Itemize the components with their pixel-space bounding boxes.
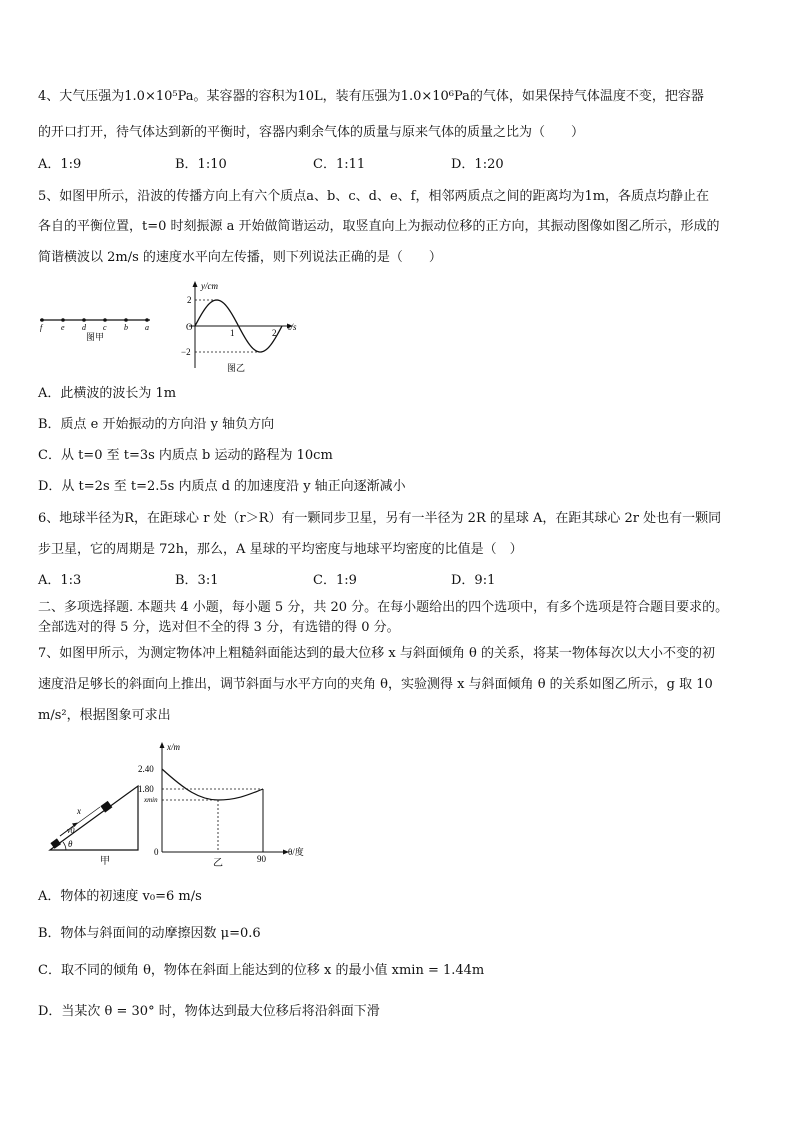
particle-e-label: e bbox=[61, 323, 65, 332]
particle-b-label: b bbox=[124, 323, 128, 332]
q7-option-d: D．当某次 θ = 30° 时，物体达到最大位移后将沿斜面下滑 bbox=[38, 1004, 380, 1019]
q4-option-b: B．1:10 bbox=[175, 157, 227, 172]
q7-graph-ytick-240: 2.40 bbox=[138, 764, 154, 774]
q5-jia-caption: 图甲 bbox=[86, 332, 105, 342]
q7-graph-origin: 0 bbox=[154, 847, 159, 857]
q4-option-a: A．1:9 bbox=[38, 157, 82, 172]
q4-option-c: C．1:11 bbox=[313, 157, 366, 172]
q5-yi-xtick-2: 2 bbox=[272, 328, 277, 338]
q7-figure-graph bbox=[130, 738, 320, 870]
q7-graph-yi-label: 乙 bbox=[213, 858, 223, 869]
q5-yi-xlabel: t/s bbox=[288, 322, 297, 332]
q7-graph-xtick-90: 90 bbox=[257, 854, 266, 864]
q6-option-a: A．1:3 bbox=[38, 573, 82, 588]
q7-line-1: 7、如图甲所示，为测定物体冲上粗糙斜面能达到的最大位移 x 与斜面倾角 θ 的关系，将某一物体每次以大小不变的初 bbox=[38, 646, 715, 661]
particle-a-dot bbox=[145, 318, 149, 322]
q5-yi-ylabel: y/cm bbox=[201, 281, 218, 291]
q7-fig-theta-label: θ bbox=[68, 839, 73, 849]
q7-graph-xlabel: θ/度 bbox=[288, 847, 304, 857]
q5-option-d: D．从 t=2s 至 t=2.5s 内质点 d 的加速度沿 y 轴正向逐渐减小 bbox=[38, 479, 406, 494]
q5-line-1: 5、如图甲所示，沿波的传播方向上有六个质点a、b、c、d、e、f，相邻两质点之间的距离均为1m，各质点均静止在 bbox=[38, 189, 710, 204]
q4-line-2: 的开口打开，待气体达到新的平衡时，容器内剩余气体的质量与原来气体的质量之比为（ ） bbox=[38, 125, 585, 140]
q5-line-3: 简谐横波以 2m/s 的速度水平向左传播，则下列说法正确的是（ ） bbox=[38, 250, 442, 265]
q6-line-1: 6、地球半径为R，在距球心 r 处（r＞R）有一颗同步卫星，另有一半径为 2R 的星球 A，在距其球心 2r 处也有一颗同 bbox=[38, 511, 722, 526]
q5-yi-origin: O bbox=[186, 322, 193, 332]
q6-option-d: D．9:1 bbox=[451, 573, 496, 588]
q5-line-2: 各自的平衡位置，t=0 时刻振源 a 开始做简谐运动，取竖直向上为振动位移的正方向，其振动图像如图乙所示，形成的 bbox=[38, 219, 720, 234]
q7-fig-x-label: x bbox=[77, 806, 81, 816]
section2-line-1: 二、多项选择题. 本题共 4 小题，每小题 5 分，共 20 分。在每小题给出的四个选项中，有多个选项是符合题目要求的。 bbox=[38, 600, 729, 615]
section2-line-2: 全部选对的得 5 分，选对但不全的得 3 分，有选错的得 0 分。 bbox=[38, 620, 400, 635]
q7-graph-ytick-180: 1.80 bbox=[138, 784, 154, 794]
q4-line-1: 4、大气压强为1.0×10⁵Pa。某容器的容积为10L，装有压强为1.0×10⁶Pa的气体，如果保持气体温度不变，把容器 bbox=[38, 89, 704, 104]
q7-fig-jia-label: 甲 bbox=[100, 856, 110, 867]
particle-f-dot bbox=[40, 318, 44, 322]
q5-yi-ytick-2: 2 bbox=[187, 295, 192, 305]
q5-option-b: B．质点 e 开始振动的方向沿 y 轴负方向 bbox=[38, 417, 275, 432]
q5-yi-caption: 图乙 bbox=[227, 363, 246, 373]
q6-option-b: B．3:1 bbox=[175, 573, 219, 588]
q7-line-2: 速度沿足够长的斜面向上推出，调节斜面与水平方向的夹角 θ，实验测得 x 与斜面倾角 θ 的关系如图乙所示，g 取 10 bbox=[38, 677, 713, 692]
q7-graph-ytick-xmin: xmin bbox=[144, 796, 158, 804]
particle-d-dot bbox=[82, 318, 86, 322]
q5-figure-jia bbox=[30, 308, 160, 348]
q7-option-a: A．物体的初速度 v₀=6 m/s bbox=[38, 889, 202, 904]
q5-figure-yi bbox=[175, 278, 310, 376]
q7-line-3: m/s²，根据图象可求出 bbox=[38, 708, 171, 723]
particle-c-dot bbox=[103, 318, 107, 322]
q6-line-2: 步卫星，它的周期是 72h，那么，A 星球的平均密度与地球平均密度的比值是（ ） bbox=[38, 542, 523, 557]
q5-option-a: A．此横波的波长为 1m bbox=[38, 386, 177, 401]
particle-d-label: d bbox=[82, 323, 86, 332]
q7-option-c: C．取不同的倾角 θ，物体在斜面上能达到的位移 x 的最小值 xmin = 1.44m bbox=[38, 963, 485, 978]
q7-fig-v0-label: v0 bbox=[67, 826, 75, 835]
q7-graph-ylabel: x/m bbox=[167, 742, 180, 752]
q7-option-b: B．物体与斜面间的动摩擦因数 μ=0.6 bbox=[38, 926, 261, 941]
q5-option-c: C．从 t=0 至 t=3s 内质点 b 运动的路程为 10cm bbox=[38, 448, 333, 463]
particle-f-label: f bbox=[40, 323, 43, 332]
particle-c-label: c bbox=[103, 323, 107, 332]
particle-a-label: a bbox=[145, 323, 149, 332]
q6-option-c: C．1:9 bbox=[313, 573, 357, 588]
q5-yi-ytick-neg2: −2 bbox=[181, 347, 191, 357]
particle-b-dot bbox=[124, 318, 128, 322]
q5-yi-xtick-1: 1 bbox=[230, 328, 235, 338]
q4-option-d: D．1:20 bbox=[451, 157, 504, 172]
particle-e-dot bbox=[61, 318, 65, 322]
